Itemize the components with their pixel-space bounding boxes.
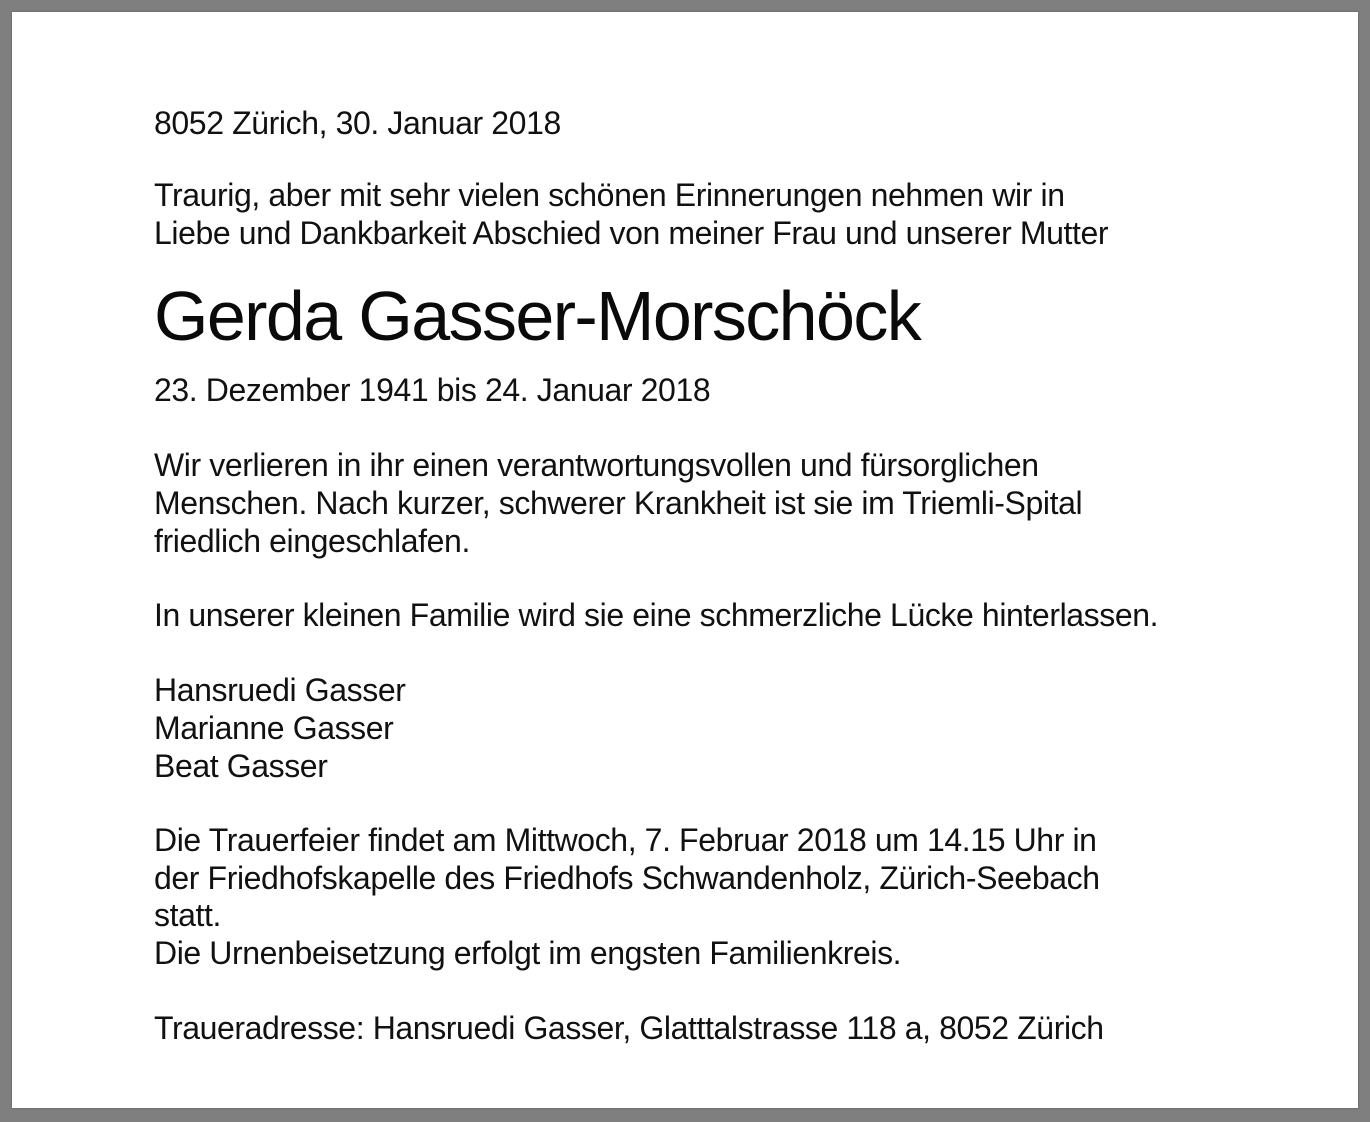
paragraph1-line-1: Wir verlieren in ihr einen verantwortungsvollen und fürsorglichen bbox=[154, 447, 1039, 483]
intro-line-1: Traurig, aber mit sehr vielen schönen Erinnerungen nehmen wir in bbox=[154, 177, 1065, 213]
paragraph2: In unserer kleinen Familie wird sie eine schmerzliche Lücke hinterlassen. bbox=[154, 597, 1159, 633]
mourner-3: Beat Gasser bbox=[154, 748, 328, 784]
paragraph1-line-2: Menschen. Nach kurzer, schwerer Krankheit ist sie im Triemli-Spital bbox=[154, 485, 1083, 521]
mourner-2: Marianne Gasser bbox=[154, 710, 394, 746]
paragraph1-line-3: friedlich eingeschlafen. bbox=[154, 523, 470, 559]
ceremony-line-3: statt. bbox=[154, 897, 221, 933]
mourning-address: Traueradresse: Hansruedi Gasser, Glatttalstrasse 118 a, 8052 Zürich bbox=[154, 1010, 1104, 1046]
intro-line-2: Liebe und Dankbarkeit Abschied von meiner Frau und unserer Mutter bbox=[154, 215, 1109, 251]
mourner-1: Hansruedi Gasser bbox=[154, 672, 406, 708]
deceased-name: Gerda Gasser-Morschöck bbox=[154, 277, 921, 355]
ceremony-line-4: Die Urnenbeisetzung erfolgt im engsten Familienkreis. bbox=[154, 935, 902, 971]
place-date: 8052 Zürich, 30. Januar 2018 bbox=[154, 105, 561, 141]
ceremony-line-1: Die Trauerfeier findet am Mittwoch, 7. Februar 2018 um 14.15 Uhr in bbox=[154, 822, 1097, 858]
ceremony-line-2: der Friedhofskapelle des Friedhofs Schwandenholz, Zürich-Seebach bbox=[154, 860, 1100, 896]
life-dates: 23. Dezember 1941 bis 24. Januar 2018 bbox=[154, 372, 711, 408]
obituary-page bbox=[12, 12, 1358, 1108]
